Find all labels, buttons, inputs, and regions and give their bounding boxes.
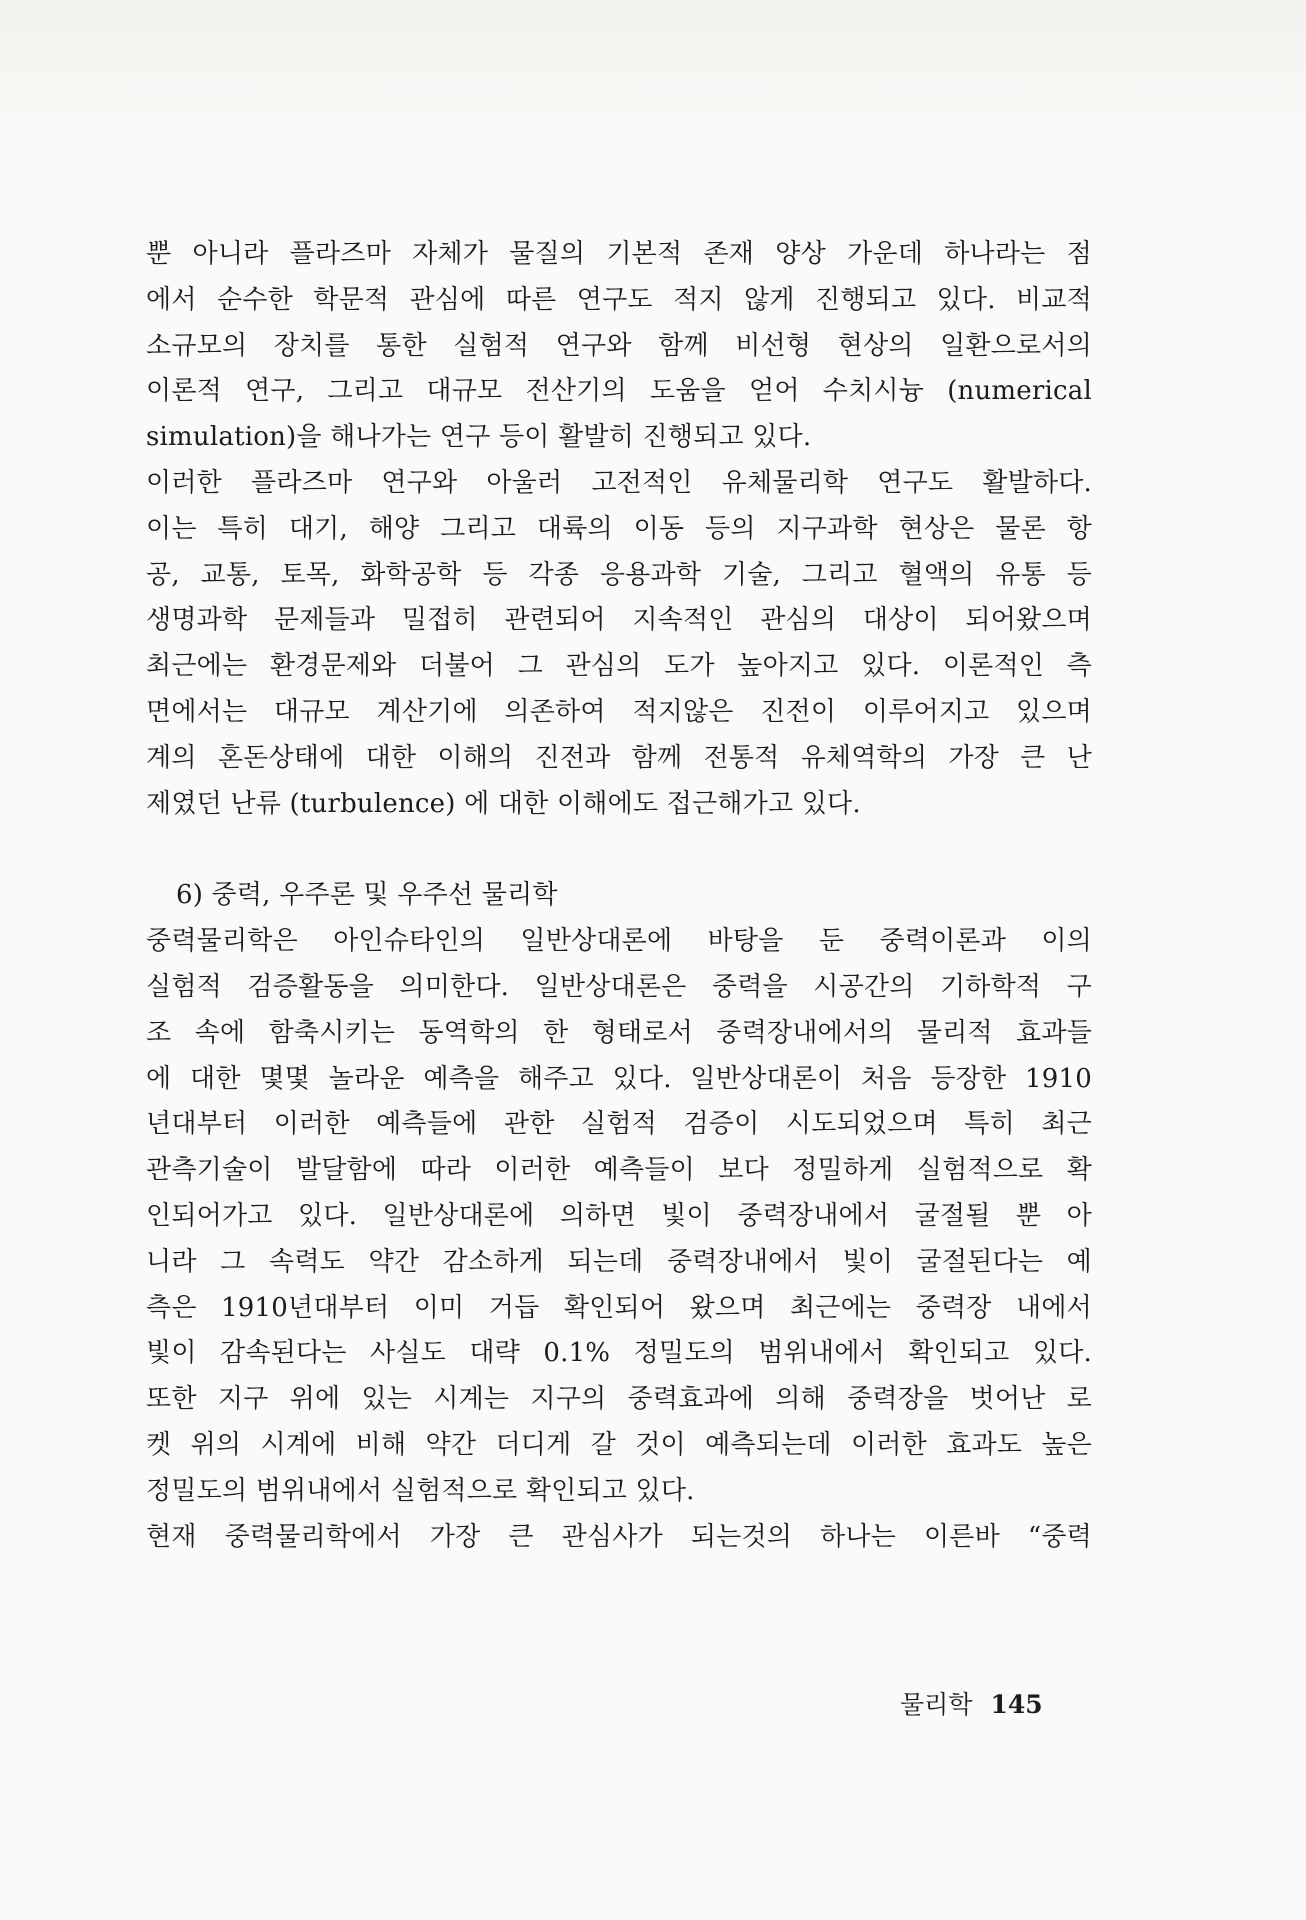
text-line: 계의 혼돈상태에 대한 이해의 진전과 함께 전통적 유체역학의 가장 큰 난	[146, 742, 1092, 773]
text-line: 인되어가고 있다. 일반상대론에 의하면 빛이 중력장내에서 굴절될 뿐 아	[146, 1200, 1092, 1231]
text-line: 또한 지구 위에 있는 시계는 지구의 중력효과에 의해 중력장을 벗어난 로	[146, 1384, 1092, 1415]
text-line: 조 속에 함축시키는 동역학의 한 형태로서 중력장내에서의 물리적 효과들	[146, 1017, 1092, 1048]
text-line: 제였던 난류 (turbulence) 에 대한 이해에도 접근해가고 있다.	[146, 788, 861, 819]
text-line: 이론적 연구, 그리고 대규모 전산기의 도움을 얻어 수치시늉 (numerical	[146, 376, 1092, 407]
text-line: 중력물리학은 아인슈타인의 일반상대론에 바탕을 둔 중력이론과 이의	[146, 926, 1092, 957]
paragraph-fluid-physics	[146, 461, 1092, 827]
paragraph-gravity-interest	[146, 1515, 1092, 1561]
text-line: 뿐 아니라 플라즈마 자체가 물질의 기본적 존재 양상 가운데 하나라는 점	[146, 239, 1092, 269]
text-line: 실험적 검증활동을 의미한다. 일반상대론은 중력을 시공간의 기하학적 구	[146, 971, 1092, 1002]
section-heading: 6) 중력, 우주론 및 우주선 물리학	[176, 880, 558, 911]
text-line: 면에서는 대규모 계산기에 의존하여 적지않은 진전이 이루어지고 있으며	[146, 696, 1092, 727]
text-line: 니라 그 속력도 약간 감소하게 되는데 중력장내에서 빛이 굴절된다는 예	[146, 1246, 1092, 1277]
paragraph-plasma-research	[146, 232, 1092, 461]
body-text	[146, 232, 1092, 1560]
text-line: 공, 교통, 토목, 화학공학 등 각종 응용과학 기술, 그리고 혈액의 유통 등	[146, 559, 1092, 590]
text-line: 켓 위의 시계에 비해 약간 더디게 갈 것이 예측되는데 이러한 효과도 높은	[146, 1429, 1092, 1460]
text-line: 년대부터 이러한 예측들에 관한 실험적 검증이 시도되었으며 특히 최근	[146, 1109, 1092, 1140]
text-line: 최근에는 환경문제와 더불어 그 관심의 도가 높아지고 있다. 이론적인 측	[146, 651, 1092, 682]
text-line: 이러한 플라즈마 연구와 아울러 고전적인 유체물리학 연구도 활발하다.	[146, 467, 1092, 498]
section-spacer	[146, 827, 1092, 873]
text-line: 이는 특히 대기, 해양 그리고 대륙의 이동 등의 지구과학 현상은 물론 항	[146, 513, 1092, 544]
text-line: 에서 순수한 학문적 관심에 따른 연구도 적지 않게 진행되고 있다. 비교적	[146, 284, 1092, 315]
text-line: 생명과학 문제들과 밀접히 관련되어 지속적인 관심의 대상이 되어왔으며	[146, 605, 1092, 636]
text-line: 소규모의 장치를 통한 실험적 연구와 함께 비선형 현상의 일환으로서의	[146, 330, 1092, 361]
page-number: 145	[990, 1690, 1043, 1719]
text-line: 에 대한 몇몇 놀라운 예측을 해주고 있다. 일반상대론이 처음 등장한 1910	[146, 1063, 1092, 1094]
text-line: 현재 중력물리학에서 가장 큰 관심사가 되는것의 하나는 이른바 “중력	[146, 1521, 1092, 1552]
page-footer	[900, 1685, 1043, 1721]
text-line: 빛이 감속된다는 사실도 대략 0.1% 정밀도의 범위내에서 확인되고 있다.	[146, 1338, 1092, 1369]
text-line: 관측기술이 발달함에 따라 이러한 예측들이 보다 정밀하게 실험적으로 확	[146, 1155, 1092, 1186]
text-line: 정밀도의 범위내에서 실험적으로 확인되고 있다.	[146, 1475, 695, 1506]
text-line: simulation)을 해나가는 연구 등이 활발히 진행되고 있다.	[146, 422, 812, 453]
text-line: 측은 1910년대부터 이미 거듭 확인되어 왔으며 최근에는 중력장 내에서	[146, 1292, 1092, 1323]
running-footer-subject: 물리학	[900, 1690, 973, 1719]
paragraph-gravitational-physics	[146, 919, 1092, 1514]
